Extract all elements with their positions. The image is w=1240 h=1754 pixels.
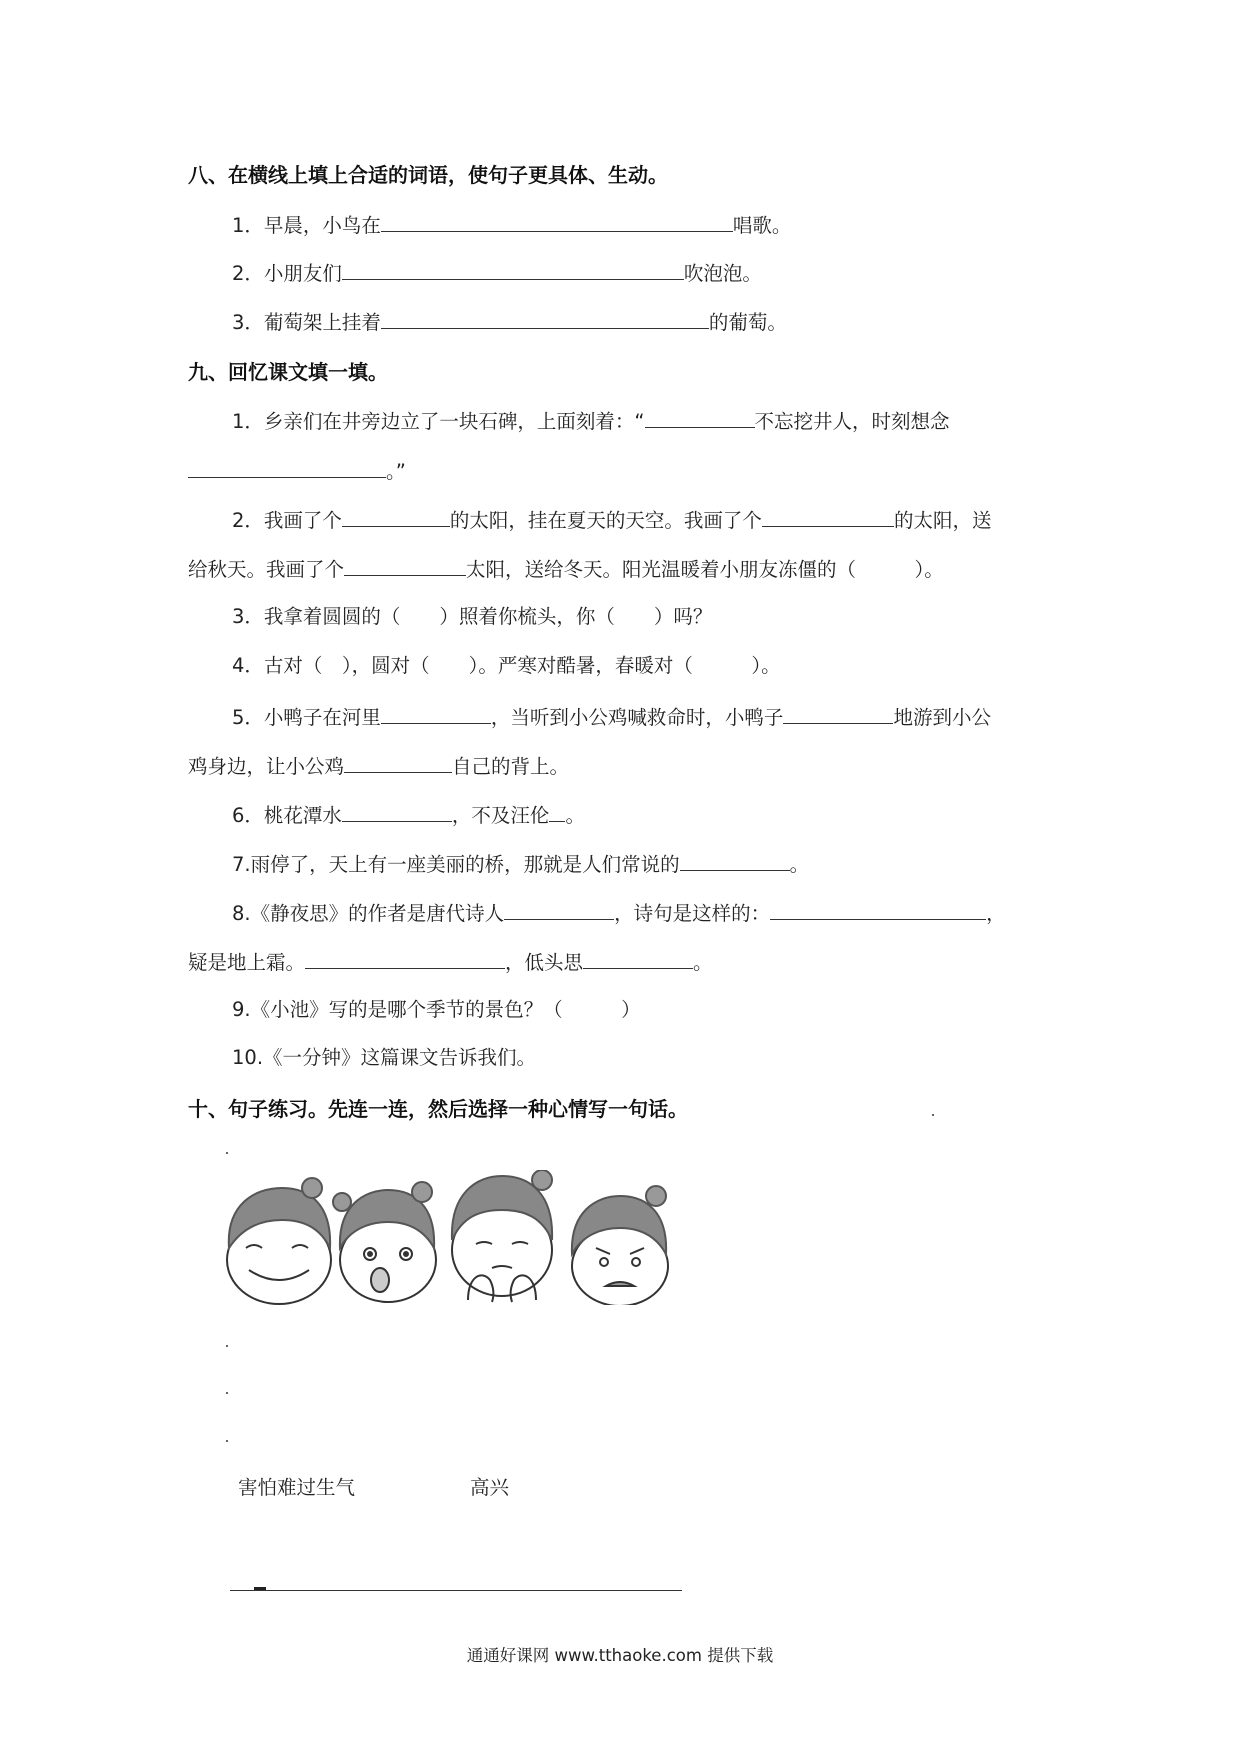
answer-line-mark bbox=[254, 1587, 266, 1590]
s9-q9: 9.《小池》写的是哪个季节的景色？（ ） bbox=[232, 998, 641, 1021]
s8-item-3-prefix: 3．葡萄架上挂着 bbox=[232, 311, 381, 334]
s9-q5-text-b: ，当听到小公鸡喊救命时，小鸭子 bbox=[490, 706, 784, 729]
s9-q6-text-b: ，不及汪伦 bbox=[451, 804, 550, 827]
s9-q3: 3．我拿着圆圆的（ ）照着你梳头，你（ ）吗？ bbox=[232, 605, 713, 628]
s9-q8-line2 bbox=[188, 949, 713, 975]
surprised-face-icon bbox=[333, 1182, 436, 1302]
s9-q8-blank-1[interactable] bbox=[504, 900, 614, 920]
scan-dot bbox=[226, 1440, 228, 1442]
s9-q6-blank-1[interactable] bbox=[342, 802, 452, 822]
emotion-label-happy: 高兴 bbox=[470, 1476, 510, 1499]
section9-heading: 九、回忆课文填一填。 bbox=[188, 360, 388, 384]
s9-q5-blank-1[interactable] bbox=[381, 704, 491, 724]
s9-q7-text-b: 。 bbox=[789, 853, 810, 876]
s9-q1-blank-2[interactable] bbox=[188, 458, 386, 478]
section10-heading: 十、句子练习。先连一连，然后选择一种心情写一句话。 bbox=[188, 1097, 688, 1121]
s9-q5-text-e: 自己的背上。 bbox=[452, 755, 570, 778]
s9-q5-text-a: 5．小鸭子在河里 bbox=[232, 706, 381, 729]
s9-q2-text-e: 太阳，送给冬天。阳光温暖着小朋友冻僵的（ ）。 bbox=[466, 558, 944, 581]
s9-q7-blank[interactable] bbox=[680, 851, 790, 871]
s9-q1-line1 bbox=[232, 408, 950, 434]
s9-q2-line1 bbox=[232, 507, 991, 533]
happy-face-icon bbox=[227, 1178, 331, 1304]
s9-q8-text-f: 。 bbox=[693, 951, 713, 974]
s9-q6-text-c: 。 bbox=[565, 804, 585, 827]
s9-q1-text-b: 不忘挖井人，时刻想念 bbox=[754, 410, 950, 433]
s9-q10: 10.《一分钟》这篇课文告诉我们。 bbox=[232, 1046, 537, 1069]
s8-item-1-prefix: 1．早晨，小鸟在 bbox=[232, 214, 381, 237]
s9-q2-blank-3[interactable] bbox=[344, 556, 466, 576]
s9-q1-text-c: 。” bbox=[386, 460, 406, 483]
s9-q1-text-a: 1．乡亲们在井旁边立了一块石碑，上面刻着：“ bbox=[232, 410, 645, 433]
s9-q8-text-b: ，诗句是这样的： bbox=[614, 902, 771, 925]
scan-dot bbox=[226, 1345, 228, 1347]
s9-q5-line1 bbox=[232, 704, 991, 730]
s9-q2-text-a: 2．我画了个 bbox=[232, 509, 342, 532]
s9-q5-blank-3[interactable] bbox=[344, 753, 452, 773]
s8-item-2-blank[interactable] bbox=[342, 260, 684, 280]
emotion-labels-left: 害怕难过生气 bbox=[238, 1476, 356, 1499]
sentence-answer-line[interactable] bbox=[230, 1590, 682, 1591]
s9-q6-text-a: 6．桃花潭水 bbox=[232, 804, 342, 827]
s8-item-3-blank[interactable] bbox=[381, 309, 709, 329]
section8-heading: 八、在横线上填上合适的词语，使句子更具体、生动。 bbox=[188, 163, 668, 187]
s9-q8-blank-3[interactable] bbox=[305, 949, 505, 969]
s9-q8-blank-2[interactable] bbox=[770, 900, 986, 920]
s8-item-1-suffix: 唱歌。 bbox=[732, 214, 792, 237]
s9-q4: 4．古对（ ），圆对（ ）。严寒对酷暑，春暖对（ ）。 bbox=[232, 654, 781, 677]
footer-credit: 通通好课网 www.tthaoke.com 提供下载 bbox=[466, 1646, 774, 1665]
s9-q1-blank-1[interactable] bbox=[645, 408, 755, 428]
s9-q5-line2 bbox=[188, 753, 569, 779]
s9-q2-text-b: 的太阳，挂在夏天的天空。我画了个 bbox=[449, 509, 762, 532]
s9-q1-line2 bbox=[188, 458, 406, 484]
s9-q7-text-a: 7.雨停了，天上有一座美丽的桥，那就是人们常说的 bbox=[232, 853, 680, 876]
s9-q8-text-a: 8.《静夜思》的作者是唐代诗人 bbox=[232, 902, 505, 925]
s8-item-3 bbox=[232, 309, 787, 335]
sad-face-icon bbox=[452, 1170, 552, 1302]
angry-face-icon bbox=[572, 1186, 668, 1305]
s9-q5-text-c: 地游到小公 bbox=[893, 706, 991, 729]
s9-q6-blank-2[interactable] bbox=[549, 802, 565, 822]
s9-q8-line1 bbox=[232, 900, 1006, 926]
s9-q2-text-d: 给秋天。我画了个 bbox=[188, 558, 345, 581]
s9-q2-line2 bbox=[188, 556, 944, 582]
s9-q8-blank-4[interactable] bbox=[583, 949, 693, 969]
scan-dot bbox=[226, 1152, 228, 1154]
s8-item-2 bbox=[232, 260, 762, 286]
s9-q8-text-e: ，低头思 bbox=[505, 951, 584, 974]
s9-q2-blank-1[interactable] bbox=[342, 507, 450, 527]
s9-q8-text-c: ， bbox=[986, 902, 1006, 925]
s9-q5-text-d: 鸡身边，让小公鸡 bbox=[188, 755, 345, 778]
s8-item-2-prefix: 2．小朋友们 bbox=[232, 262, 342, 285]
s9-q6 bbox=[232, 802, 585, 828]
scan-dot bbox=[226, 1392, 228, 1394]
s9-q8-text-d: 疑是地上霜。 bbox=[188, 951, 306, 974]
s9-q2-text-c: 的太阳，送 bbox=[893, 509, 992, 532]
s9-q5-blank-2[interactable] bbox=[783, 704, 893, 724]
s9-q2-blank-2[interactable] bbox=[762, 507, 894, 527]
s8-item-2-suffix: 吹泡泡。 bbox=[683, 262, 762, 285]
s8-item-1-blank[interactable] bbox=[381, 212, 733, 232]
s9-q7 bbox=[232, 851, 809, 877]
emotion-faces-illustration bbox=[224, 1170, 684, 1305]
scan-dot bbox=[932, 1114, 934, 1116]
s8-item-1 bbox=[232, 212, 791, 238]
s8-item-3-suffix: 的葡萄。 bbox=[708, 311, 787, 334]
